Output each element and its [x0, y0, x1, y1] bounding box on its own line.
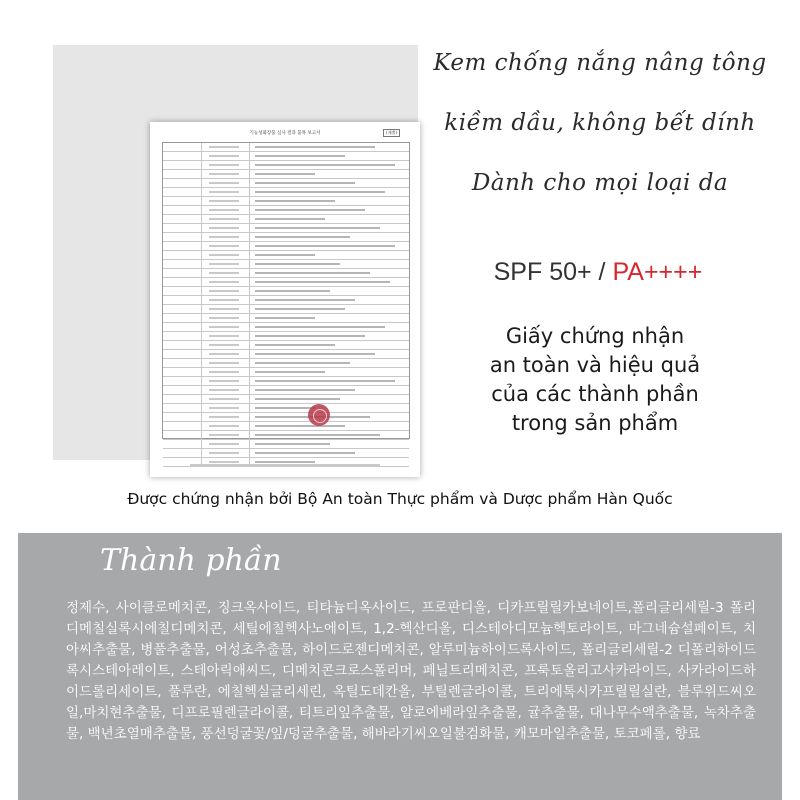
spf-label: SPF 50+ /: [493, 258, 606, 286]
certificate-line-4: trong sản phẩm: [511, 411, 679, 435]
document-table-row: [163, 179, 409, 188]
document-table-row: [163, 368, 409, 377]
document-table-row: [163, 206, 409, 215]
document-title: 기능성화장품 심사 결과 품목 보고서: [249, 131, 321, 136]
document-table-row: [163, 404, 409, 413]
document-table-row: [163, 215, 409, 224]
document-table-row: [163, 386, 409, 395]
document-table-row: [163, 170, 409, 179]
document-table-row: [163, 197, 409, 206]
headline-line-3: Dành cho mọi loại da: [471, 170, 729, 196]
spf-rating: [438, 258, 758, 287]
document-table-row: [163, 305, 409, 314]
certificate-line-3: của các thành phần: [491, 382, 699, 406]
document-footer-line: [190, 464, 380, 466]
certificate-line-1: Giấy chứng nhận: [505, 324, 685, 348]
certificate-document-image: [150, 122, 420, 477]
document-table-row: [163, 332, 409, 341]
document-table-row: [163, 224, 409, 233]
document-table-row: [163, 341, 409, 350]
pa-label: PA++++: [612, 258, 703, 286]
ingredients-list: 정제수, 사이클로메치콘, 징크옥사이드, 티타늄디옥사이드, 프로판디올, 디카프릴릴카보네이트,폴리글리세릴-3 폴리디메칠실록시에칠디메치콘, 세틸에칠헥사노에이트, 1,2-헥산디올, 디스테아디모늄헥토라이트, 마그네슘설페이트, 치아씨추출물, 병풀추출물, 어성초추출물, 하이드로젠디메치콘, 알루미늄하이드록사이드, 폴리글리세릴-2 디폴리하이드록시스테아레이트, 스테아릭애씨드, 디메치콘크로스폴리머, 페닐트리메치콘, 프룩토올리고사카라이드, 사카라이드하이드롤리세이트, 풀루란, 에칠헥실글리세린, 옥틸도데칸올, 부틸렌글라이콜, 트리에톡시카프릴릴실란, 블루위드씨오일,마치현추출물, 디프로필렌글라이콜, 티트리잎추출물, 알로에베라잎추출물, 귤추출물, 대나무수액추출물, 녹차추출물, 백년초열매추출물, 풍선덩굴꽃/잎/덩굴추출물, 해바라기씨오일불검화물, 캐모마일추출물, 토코페롤, 향료: [66, 600, 756, 742]
certification-statement: Được chứng nhận bởi Bộ An toàn Thực phẩm và Dược phẩm Hàn Quốc: [127, 490, 673, 508]
document-table-row: [163, 440, 409, 449]
document-table-row: [163, 377, 409, 386]
document-table-row: [163, 152, 409, 161]
document-table-row: [163, 422, 409, 431]
ingredients-title: Thành phần: [100, 543, 282, 578]
document-table-row: [163, 269, 409, 278]
document-table-row: [163, 188, 409, 197]
document-table-row: [163, 314, 409, 323]
document-tag: (제출): [383, 129, 400, 137]
document-table-row: [163, 287, 409, 296]
document-table-row: [163, 161, 409, 170]
document-table-row: [163, 458, 409, 467]
ingredients-section: [18, 533, 782, 800]
document-table-row: [163, 359, 409, 368]
certificate-line-2: an toàn và hiệu quả: [489, 353, 701, 377]
document-table-row: [163, 251, 409, 260]
document-table-row: [163, 395, 409, 404]
document-table-row: [163, 296, 409, 305]
document-table-row: [163, 260, 409, 269]
document-table-row: [163, 431, 409, 440]
headline-line-2: kiềm dầu, không bết dính: [444, 110, 756, 136]
document-table-row: [163, 242, 409, 251]
certificate-description: [435, 322, 755, 438]
document-table-row: [163, 449, 409, 458]
document-table-row: [163, 143, 409, 152]
document-table-row: [163, 233, 409, 242]
document-table-row: [163, 350, 409, 359]
document-table-row: [163, 278, 409, 287]
headline-line-1: Kem chống nắng nâng tông: [433, 50, 767, 76]
official-seal-icon: [308, 404, 330, 426]
document-table-row: [163, 323, 409, 332]
document-table: [162, 142, 410, 439]
certificate-image-panel: [53, 45, 418, 460]
document-table-row: [163, 413, 409, 422]
